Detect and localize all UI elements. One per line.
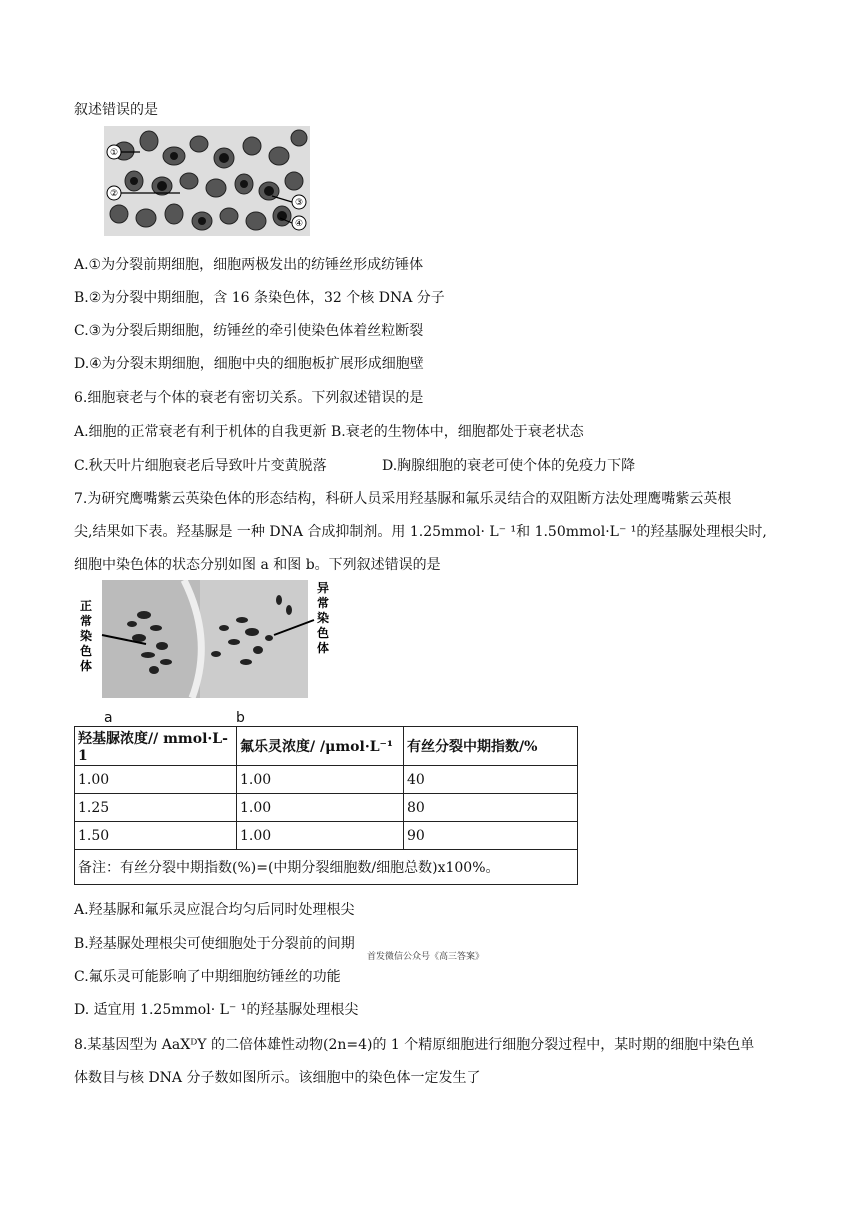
q7-stem-line-2: 尖,结果如下表。羟基脲是 一种 DNA 合成抑制剂。用 1.25mmol· L⁻ ¹和 1.50mmol·L⁻ ¹的羟基脲处理根尖时, [74,524,767,540]
marker-4: ④ [294,219,304,229]
table-cell: 1.25 [75,794,237,822]
header-trifluralin: 氟乐灵浓度/ /μmol·L⁻¹ [237,727,404,766]
svg-text:正: 正 [80,599,93,613]
svg-text:体: 体 [80,659,93,673]
svg-text:染: 染 [80,629,93,643]
q7-option-c: C.氟乐灵可能影响了中期细胞纺锤丝的功能 [74,969,341,985]
header-hydroxyurea: 羟基脲浓度// mmol·L-1 [75,727,237,766]
q5-option-b: B.②为分裂中期细胞，含 16 条染色体，32 个核 DNA 分子 [74,290,445,306]
q8-stem-line-2: 体数目与核 DNA 分子数如图所示。该细胞中的染色体一定发生了 [74,1070,481,1086]
q8-stem-line-1: 8.某基因型为 AaXᴰY 的二倍体雄性动物(2n=4)的 1 个精原细胞进行细胞分裂过程中，某时期的细胞中染色单 [74,1037,755,1053]
table-row [75,822,578,850]
q7-stem-line-3: 细胞中染色体的状态分别如图 a 和图 b。下列叙述错误的是 [74,557,441,573]
svg-text:常: 常 [80,614,93,628]
marker-2: ② [109,189,119,199]
svg-text:色: 色 [317,626,330,640]
q6-option-c: C.秋天叶片细胞衰老后导致叶片变黄脱落 [74,458,327,474]
q7-stem-line-1: 7.为研究鹰嘴紫云英染色体的形态结构，科研人员采用羟基脲和氟乐灵结合的双阻断方法处理鹰嘴紫云英根 [74,491,732,507]
question-6-stem: 6.细胞衰老与个体的衰老有密切关系。下列叙述错误的是 [74,390,424,406]
svg-text:色: 色 [80,644,93,658]
panel-a-label: a [104,710,113,726]
results-table [74,726,578,885]
table-cell: 1.00 [237,766,404,794]
table-note: 备注：有丝分裂中期指数(%)=(中期分裂细胞数/细胞总数)x100%。 [75,850,578,885]
q7-option-d: D. 适宜用 1.25mmol· L⁻ ¹的羟基脲处理根尖 [74,1002,359,1018]
table-note-row [75,850,578,885]
table-row [75,766,578,794]
svg-text:染: 染 [317,611,330,625]
svg-text:常: 常 [317,596,330,610]
marker-3: ③ [294,198,304,208]
svg-text:异: 异 [317,581,330,595]
table-header-row [75,727,578,766]
svg-text:体: 体 [317,641,330,655]
table-cell: 90 [404,822,578,850]
q7-option-b: B.羟基脲处理根尖可使细胞处于分裂前的间期 [74,936,355,952]
header-metaphase-index: 有丝分裂中期指数/% [404,727,578,766]
table-cell: 80 [404,794,578,822]
q5-option-c: C.③为分裂后期细胞，纺锤丝的牵引使染色体着丝粒断裂 [74,323,424,339]
panel-b-label: b [236,710,245,726]
table-cell: 1.00 [237,822,404,850]
marker-1: ① [109,148,119,158]
q6-options-ab: A.细胞的正常衰老有利于机体的自我更新 B.衰老的生物体中，细胞都处于衰老状态 [74,424,584,440]
root-tip-micrograph [104,126,310,236]
table-row [75,794,578,822]
q5-option-a: A.①为分裂前期细胞，细胞两极发出的纺锤丝形成纺锤体 [74,257,424,273]
q5-option-d: D.④为分裂末期细胞，细胞中央的细胞板扩展形成细胞壁 [74,356,424,372]
question-5-stem-end: 叙述错误的是 [74,102,158,118]
watermark: 首发微信公众号《高三答案》 [367,952,485,962]
q6-option-d: D.胸腺细胞的衰老可使个体的免疫力下降 [382,458,636,474]
table-cell: 40 [404,766,578,794]
table-cell: 1.00 [237,794,404,822]
chromosome-micrographs [74,580,336,698]
q7-option-a: A.羟基脲和氟乐灵应混合均匀后同时处理根尖 [74,902,355,918]
table-cell: 1.50 [75,822,237,850]
table-cell: 1.00 [75,766,237,794]
